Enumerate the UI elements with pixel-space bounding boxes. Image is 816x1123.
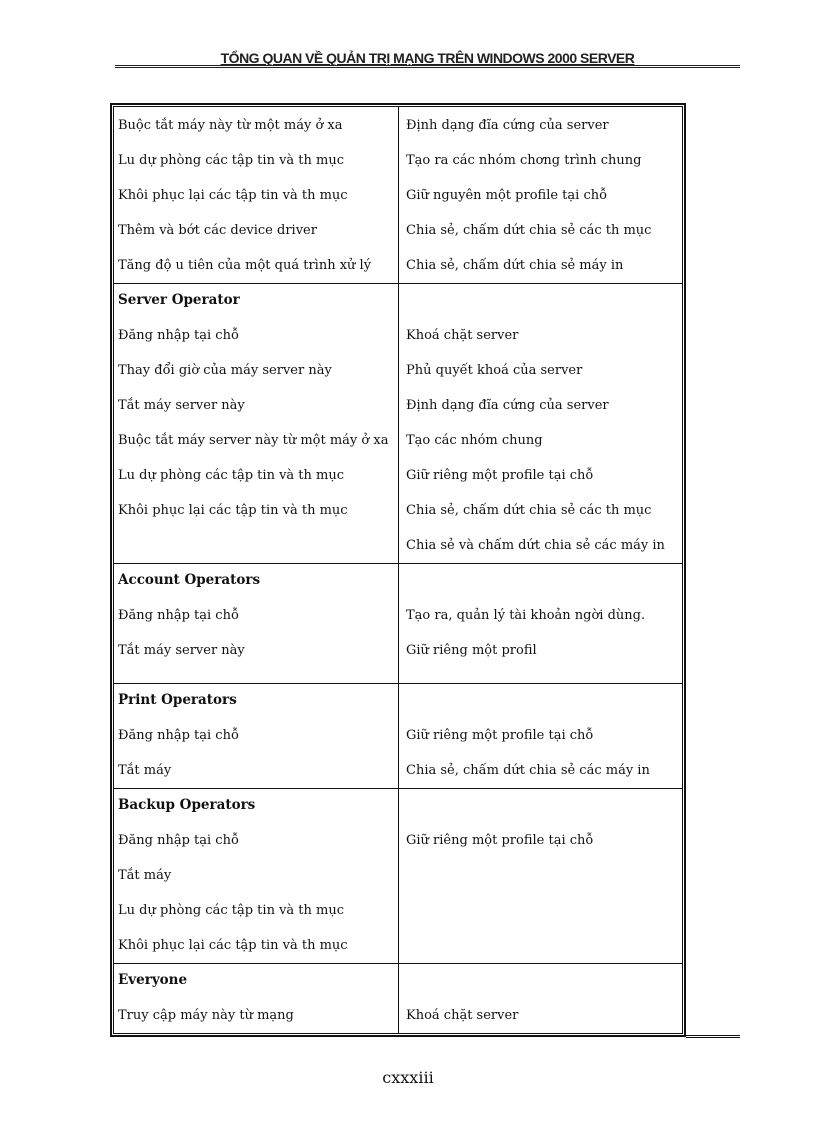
section-backup-operators-left	[118, 788, 348, 963]
permission-item: Thay đổi giờ của máy server này	[118, 363, 332, 378]
section-print-operators-left	[118, 683, 239, 788]
group-heading: Server Operator	[118, 292, 240, 308]
permission-item: Giữ nguyên một profile tại chỗ	[406, 188, 608, 203]
permission-item: Giữ riêng một profile tại chỗ	[406, 728, 594, 743]
permission-item: Khôi phục lại các tập tin và th mục	[118, 503, 348, 518]
permission-item: Chia sẻ, chấm dứt chia sẻ máy in	[406, 258, 624, 273]
section-everyone-left	[118, 963, 294, 1033]
permission-item: Chia sẻ, chấm dứt chia sẻ các máy in	[406, 763, 650, 778]
section-0-right	[406, 108, 651, 283]
permission-item: Khoá chặt server	[406, 1008, 519, 1023]
section-account-operators-left	[118, 563, 260, 668]
section-backup-operators-right	[406, 823, 593, 858]
permission-item: Khôi phục lại các tập tin và th mục	[118, 938, 348, 953]
permission-item: Giữ riêng một profile tại chỗ	[406, 833, 594, 848]
section-print-operators-right	[406, 718, 650, 788]
permission-item: Lu dự phòng các tập tin và th mục	[118, 153, 345, 168]
permission-item: Tăng độ u tiên của một quá trình xử lý	[118, 258, 372, 273]
permission-item: Khôi phục lại các tập tin và th mục	[118, 188, 348, 203]
permission-item: Đăng nhập tại chỗ	[118, 833, 239, 848]
permission-item: Giữ riêng một profile tại chỗ	[406, 468, 594, 483]
permission-item: Tắt máy server này	[118, 398, 245, 413]
permission-item: Buộc tắt máy này từ một máy ở xa	[118, 118, 343, 133]
permission-item: Đăng nhập tại chỗ	[118, 728, 239, 743]
permission-item: Tạo ra các nhóm chơng trình chung	[406, 153, 642, 168]
section-account-operators-right	[406, 598, 645, 668]
permission-item: Tạo các nhóm chung	[406, 433, 543, 448]
bottom-rule	[686, 1035, 740, 1036]
page-header	[115, 50, 740, 70]
permission-item: Tắt máy	[118, 868, 172, 883]
group-heading: Print Operators	[118, 692, 237, 708]
section-everyone-right	[406, 998, 518, 1033]
header-rule	[115, 65, 740, 66]
permission-item: Định dạng đĩa cứng của server	[406, 398, 609, 413]
group-heading: Everyone	[118, 972, 188, 988]
group-heading: Backup Operators	[118, 797, 256, 813]
permission-item: Thêm và bớt các device driver	[118, 223, 317, 238]
column-divider	[398, 106, 399, 1034]
permission-item: Truy cập máy này từ mạng	[118, 1008, 294, 1023]
permission-item: Giữ riêng một profil	[406, 643, 537, 658]
permission-item: Chia sẻ, chấm dứt chia sẻ các th mục	[406, 503, 652, 518]
permission-item: Chia sẻ và chấm dứt chia sẻ các máy in	[406, 538, 665, 553]
section-0-left	[118, 108, 371, 283]
permission-item: Tắt máy	[118, 763, 172, 778]
permission-item: Đăng nhập tại chỗ	[118, 328, 239, 343]
permission-item: Tạo ra, quản lý tài khoản ngời dùng.	[406, 608, 646, 623]
section-server-operator-left	[118, 283, 388, 528]
bottom-rule-double	[686, 1037, 740, 1038]
header-title: TỔNG QUAN VỀ QUẢN TRỊ MẠNG TRÊN WINDOWS 2000 SERVER	[220, 50, 635, 66]
header-rule-double	[115, 67, 740, 68]
permission-item: Tắt máy server này	[118, 643, 245, 658]
permission-item: Chia sẻ, chấm dứt chia sẻ các th mục	[406, 223, 652, 238]
permission-item: Lu dự phòng các tập tin và th mục	[118, 468, 345, 483]
permission-item: Phủ quyết khoá của server	[406, 363, 583, 378]
page-number: cxxxiii	[382, 1068, 434, 1087]
permission-item: Định dạng đĩa cứng của server	[406, 118, 609, 133]
permission-item: Đăng nhập tại chỗ	[118, 608, 239, 623]
section-server-operator-right	[406, 318, 665, 563]
group-heading: Account Operators	[118, 572, 261, 588]
permission-item: Khoá chặt server	[406, 328, 519, 343]
permission-item: Lu dự phòng các tập tin và th mục	[118, 903, 345, 918]
permission-item: Buộc tắt máy server này từ một máy ở xa	[118, 433, 389, 448]
